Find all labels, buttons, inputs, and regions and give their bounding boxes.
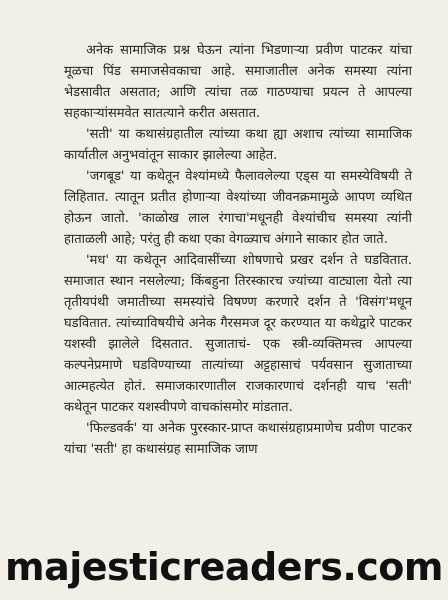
paragraph-2: 'सती' या कथासंग्रहातील त्यांच्या कथा ह्या अशाच त्यांच्या सामाजिक कार्यातील अनुभवांतून साकार झालेल्या आहेत. bbox=[64, 127, 412, 163]
paragraph-1: अनेक सामाजिक प्रश्न घेऊन त्यांना भिडणाऱ्या प्रवीण पाटकर यांचा मूळचा पिंड समाजसेवकाचा आहे. समाजातील अनेक समस्या त्यांना भेडसावीत असतात; आणि त्यांचा तळ गाठण्याचा प्रयत्न ते आपल्या सहकाऱ्यांसमवेत सातत्याने करीत असतात. bbox=[64, 43, 412, 121]
paragraph-5: 'फिल्डवर्क' या अनेक पुरस्कार-प्राप्त कथासंग्रहाप्रमाणेच प्रवीण पाटकर यांचा 'सती' हा कथासंग्रह सामाजिक जाण bbox=[64, 421, 412, 457]
paragraph-4: 'मध' या कथेतून आदिवासींच्या शोषणाचे प्रखर दर्शन ते घडवितात. समाजात स्थान नसलेल्या; किंबहुना तिरस्कारच ज्यांच्या वाट्याला येतो त्या तृतीयपंथी जमातीच्या समस्यांचे विषण्ण करणारे दर्शन ते 'विसंग'मधून घडवितात. त्यांच्याविषयीचे अनेक गैरसमज दूर करण्यात या कथेद्वारे पाटकर यशस्वी झालेले दिसतात. सुजाताचं- एक स्त्री-व्यक्तिमत्त्व आपल्या कल्पनेप्रमाणे घडविण्याच्या तात्यांच्या अट्टहासाचं पर्यवसान सुजाताच्या आत्महत्येत होतं. समाजकारणातील राजकारणाचं दर्शनही याच 'सती' कथेतून पाटकर यशस्वीपणे वाचकांसमोर मांडतात. bbox=[64, 253, 412, 415]
watermark-text: majesticreaders.com bbox=[0, 542, 448, 592]
body-text bbox=[64, 40, 412, 460]
paragraph-3: 'जगबूड' या कथेतून वेश्यांमध्ये फैलावलेल्या एड्स या समस्येविषयी ते लिहितात. त्यातून प्रतीत होणाऱ्या वेश्यांच्या जीवनक्रमामुळे आपण व्यथित होऊन जातो. 'काळोख लाल रंगाचा'मधूनही वेश्यांचीच समस्या त्यांनी हाताळली आहे; परंतु ही कथा एका वेगळ्याच अंगाने साकार होत जाते. bbox=[64, 169, 412, 247]
